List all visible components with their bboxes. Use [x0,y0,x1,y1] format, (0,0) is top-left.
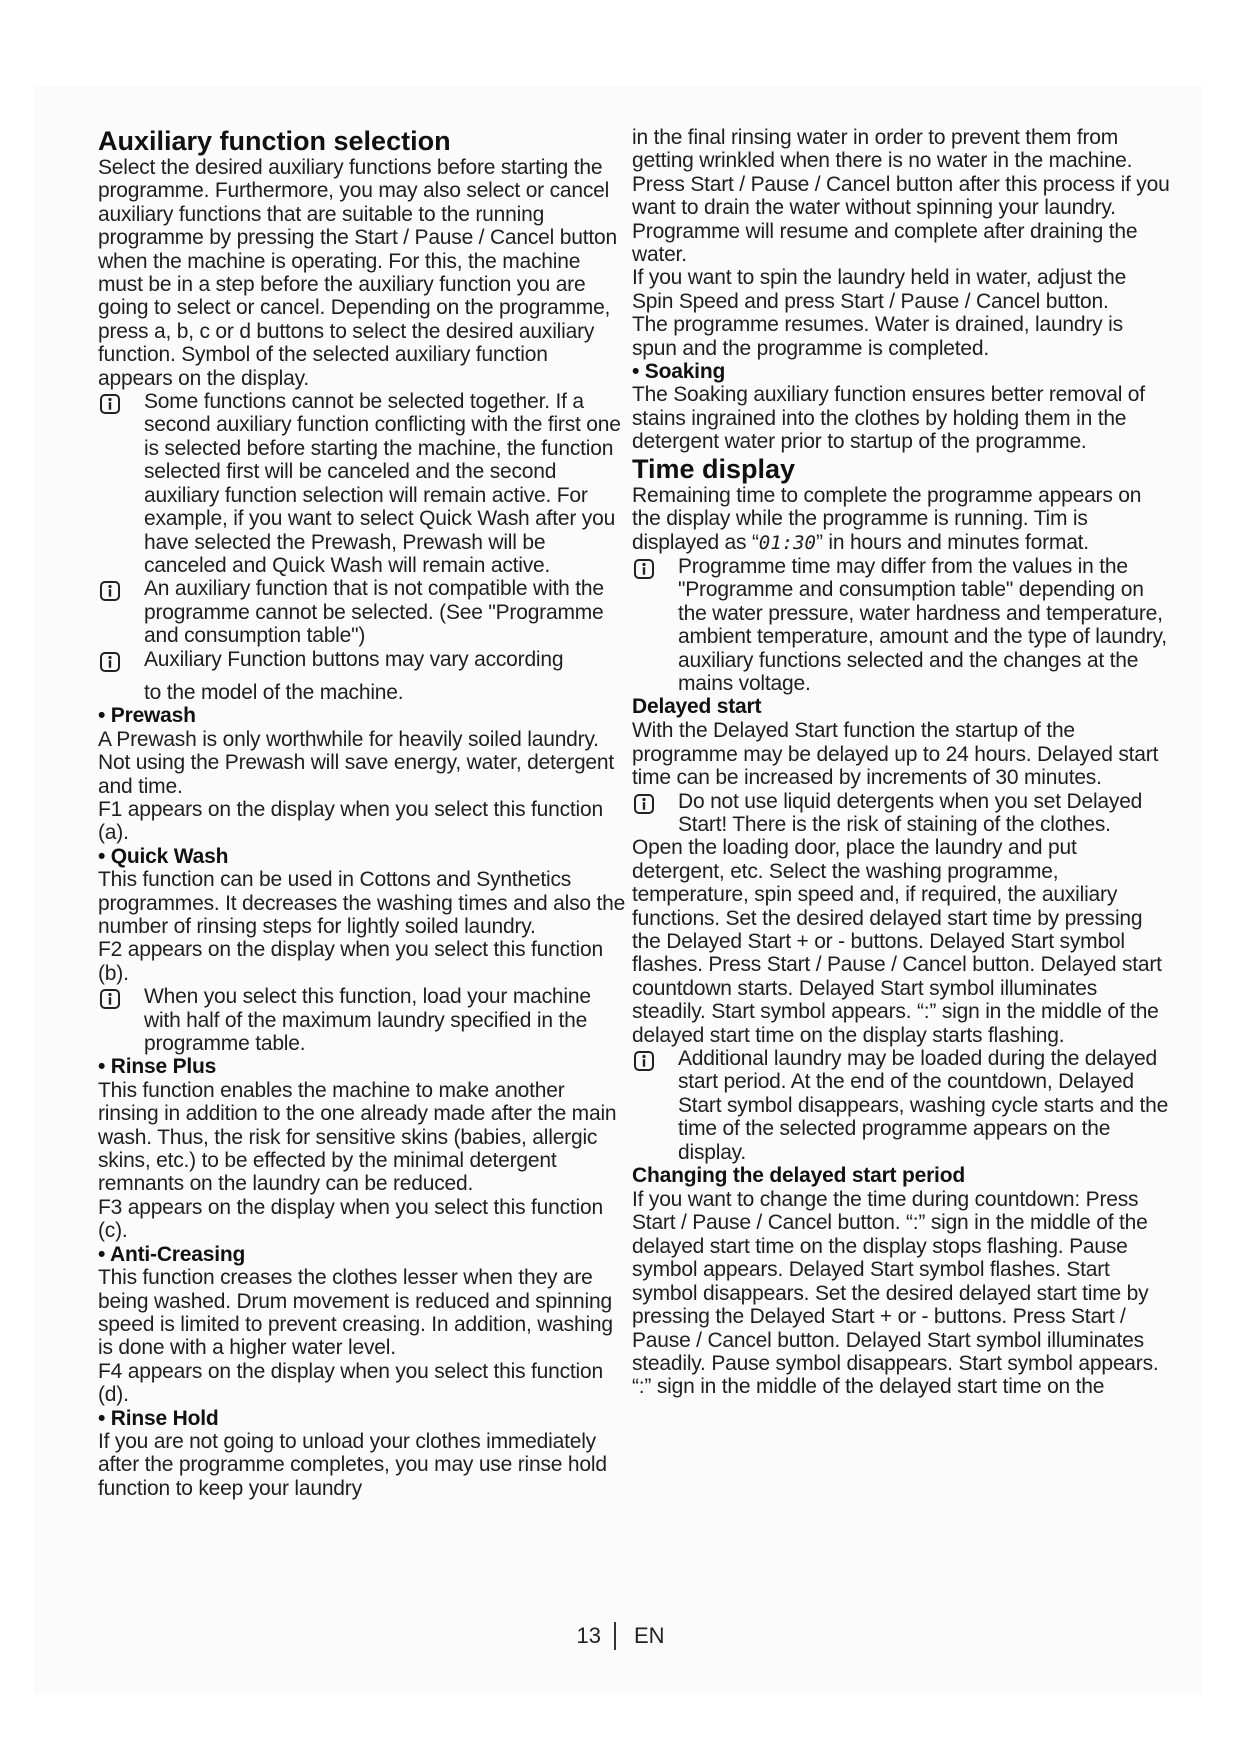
info-note [98,648,626,705]
info-icon [634,794,654,814]
rinsehold-continued-text: in the final rinsing water in order to prevent them from getting wrinkled when there is no water in the machine. Press Start / Pause / Cancel button after this process if you want to drain the water without spinning your laundry. Programme will resume and complete after draining the water. [632,126,1170,267]
rinsehold-text: If you are not going to unload your clothes immediately after the programme completes, you may use rinse hold function to keep your laundry [98,1429,607,1500]
rinsehold-resume-text: The programme resumes. Water is drained, laundry is spun and the programme is completed. [632,313,1123,360]
page-language: EN [634,1623,665,1648]
info-icon [634,1051,654,1071]
info-icon [100,652,120,672]
lcd-time-example: 01:30 [758,531,816,554]
prewash-heading: • Prewash [98,704,196,728]
info-note [98,577,626,647]
anticreasing-display-text: F4 appears on the display when you select this function (d). [98,1359,603,1407]
note-text: Auxiliary Function buttons may vary according [144,647,564,671]
intro-text: Select the desired auxiliary functions before starting the programme. Furthermore, you may also select or cancel auxiliary functions that are suitable to the running programme by pressing the Start / Pause / Cancel button when the machine is operating. For this, the machine must be in a step before the auxiliary function you are going to select or cancel. Depending on the programme, press a, b, c or d buttons to select the desired auxiliary function. Symbol of the selected auxiliary function appears on the display. [98,156,617,390]
note-text: An auxiliary function that is not compatible with the programme cannot be selected. (See "Programme and consumption table") [144,577,604,648]
footer-divider [614,1622,616,1650]
info-icon [100,989,120,1009]
note-text: When you select this function, load your machine with half of the maximum laundry specified in the programme table. [144,985,591,1056]
quickwash-text: This function can be used in Cottons and Synthetics programmes. It decreases the washing times and also the number of rinsing steps for lightly soiled laundry. [98,868,626,938]
info-icon [100,394,120,414]
info-note [98,985,626,1055]
info-note [632,1047,1172,1164]
rinseplus-text: This function enables the machine to make another rinsing in addition to the one already made after the main wash. Thus, the risk for sensitive skins (babies, allergic skins, etc.) to be effected by the minimal detergent remnants on the laundry can be reduced. [98,1078,617,1196]
section-heading-time-display: Time display [632,453,796,484]
info-icon [634,559,654,579]
rinseplus-heading: • Rinse Plus [98,1055,217,1079]
section-heading-auxiliary: Auxiliary function selection [98,126,451,156]
quickwash-heading: • Quick Wash [98,844,229,868]
info-note [98,390,626,577]
time-display-text-b: ” in hours and minutes format. [815,530,1089,554]
delayed-start-steps-text: Open the loading door, place the laundry and put detergent, etc. Select the washing programme, temperature, spin speed and, if required, the auxiliary functions. Set the desired delayed start time by pressing the Delayed Start + or - buttons. Delayed Start symbol flashes. Press Start / Pause / Cancel button. Delayed start countdown starts. Delayed Start symbol illuminates steadily. Start symbol appears. “:” sign in the middle of the delayed start time on the display starts flashing. [632,836,1162,1047]
delayed-start-text: With the Delayed Start function the startup of the programme may be delayed up to 24 hours. Delayed start time can be increased by increments of 30 minutes. [632,719,1159,790]
changing-delayed-start-text: If you want to change the time during countdown: Press Start / Pause / Cancel button. “:” sign in the middle of the delayed start time on the display stops flashing. Pause symbol appears. Delayed Start symbol flashes. Start symbol disappears. Set the desired delayed start time by pressing the Delayed Start + or - buttons. Press Start / Pause / Cancel button. Delayed Start symbol illuminates steadily. Pause symbol disappears. Start symbol appears. “:” sign in the middle of the delayed start time on the [632,1188,1159,1399]
note-text: Additional laundry may be loaded during the delayed start period. At the end of the countdown, Delayed Start symbol disappears, washing cycle starts and the time of the selected programme appears on the display. [678,1047,1169,1164]
note-text: Some functions cannot be selected together. If a second auxiliary function conflicting with the first one is selected before starting the machine, the function selected first will be canceled and the second auxiliary function selection will remain active. For example, if you want to select Quick Wash after you have selected the Prewash, Prewash will be canceled and Quick Wash will remain active. [144,390,621,577]
left-column [98,126,626,1500]
changing-delayed-start-heading: Changing the delayed start period [632,1164,965,1188]
rinsehold-heading: • Rinse Hold [98,1406,219,1430]
page-footer [0,1622,1241,1652]
time-display-text [632,484,1172,555]
delayed-start-heading: Delayed start [632,695,762,719]
anticreasing-text: This function creases the clothes lesser when they are being washed. Drum movement is reduced and spinning speed is limited to prevent creasing. In addition, washing is done with a higher water level. [98,1266,613,1360]
prewash-text: A Prewash is only worthwhile for heavily soiled laundry. Not using the Prewash will save energy, water, detergent and time. [98,727,615,798]
rinsehold-spin-text: If you want to spin the laundry held in water, adjust the Spin Speed and press Start / Pause / Cancel button. [632,266,1127,313]
info-icon [100,581,120,601]
soaking-text: The Soaking auxiliary function ensures better removal of stains ingrained into the clothes by holding them in the detergent water prior to startup of the programme. [632,383,1145,454]
anticreasing-heading: • Anti-Creasing [98,1242,246,1266]
right-column [632,126,1172,1399]
prewash-display-text: F1 appears on the display when you select this function (a). [98,797,603,845]
rinseplus-display-text: F3 appears on the display when you select this function (c). [98,1195,603,1243]
time-display-text-a: Remaining time to complete the programme appears on the display while the programme is running. Tim is displayed as “ [632,483,1142,554]
note-text: Programme time may differ from the values in the "Programme and consumption table" depending on the water pressure, water hardness and temperature, ambient temperature, amount and the type of laundry, auxiliary functions selected and the changes at the mains voltage. [678,554,1167,695]
info-note [632,555,1172,695]
info-note [632,790,1172,837]
page-number: 13 [576,1623,601,1648]
quickwash-display-text: F2 appears on the display when you select this function (b). [98,938,603,985]
note-text: Do not use liquid detergents when you set Delayed Start! There is the risk of staining of the clothes. [678,789,1143,836]
note-text-cont: to the model of the machine. [144,680,404,704]
soaking-heading: • Soaking [632,360,726,384]
